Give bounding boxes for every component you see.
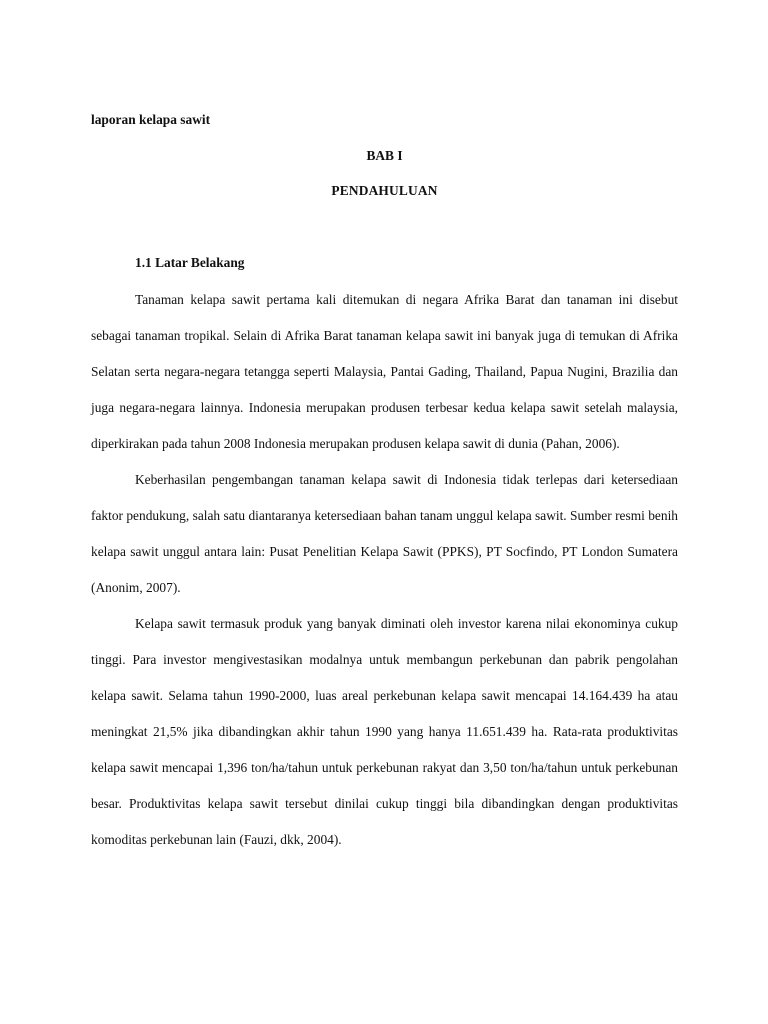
document-body <box>91 282 678 858</box>
paragraph-2: Keberhasilan pengembangan tanaman kelapa sawit di Indonesia tidak terlepas dari ketersediaan faktor pendukung, salah satu diantaranya ketersediaan bahan tanam unggul kelapa sawit. Sumber resmi benih kelapa sawit unggul antara lain: Pusat Penelitian Kelapa Sawit (PPKS), PT Socfindo, PT London Sumatera (Anonim, 2007). <box>91 472 678 595</box>
document-heading: laporan kelapa sawit <box>91 112 211 127</box>
section-title: 1.1 Latar Belakang <box>135 255 245 270</box>
chapter-number: BAB I <box>366 148 403 163</box>
paragraph-1: Tanaman kelapa sawit pertama kali ditemukan di negara Afrika Barat dan tanaman ini disebut sebagai tanaman tropikal. Selain di Afrika Barat tanaman kelapa sawit ini banyak juga di temukan di Afrika Selatan serta negara-negara tetangga seperti Malaysia, Pantai Gading, Thailand, Papua Nugini, Brazilia dan juga negara-negara lainnya. Indonesia merupakan produsen terbesar kedua kelapa sawit setelah malaysia, diperkirakan pada tahun 2008 Indonesia merupakan produsen kelapa sawit di dunia (Pahan, 2006). <box>91 292 678 451</box>
chapter-title: PENDAHULUAN <box>331 183 438 198</box>
paragraph-3: Kelapa sawit termasuk produk yang banyak diminati oleh investor karena nilai ekonominya cukup tinggi. Para investor mengivestasikan modalnya untuk membangun perkebunan dan pabrik pengolahan kelapa sawit. Selama tahun 1990-2000, luas areal perkebunan kelapa sawit mencapai 14.164.439 ha atau meningkat 21,5% jika dibandingkan akhir tahun 1990 yang hanya 11.651.439 ha. Rata-rata produktivitas kelapa sawit mencapai 1,396 ton/ha/tahun untuk perkebunan rakyat dan 3,50 ton/ha/tahun untuk perkebunan besar. Produktivitas kelapa sawit tersebut dinilai cukup tinggi bila dibandingkan dengan produktivitas komoditas perkebunan lain (Fauzi, dkk, 2004). <box>91 616 678 847</box>
